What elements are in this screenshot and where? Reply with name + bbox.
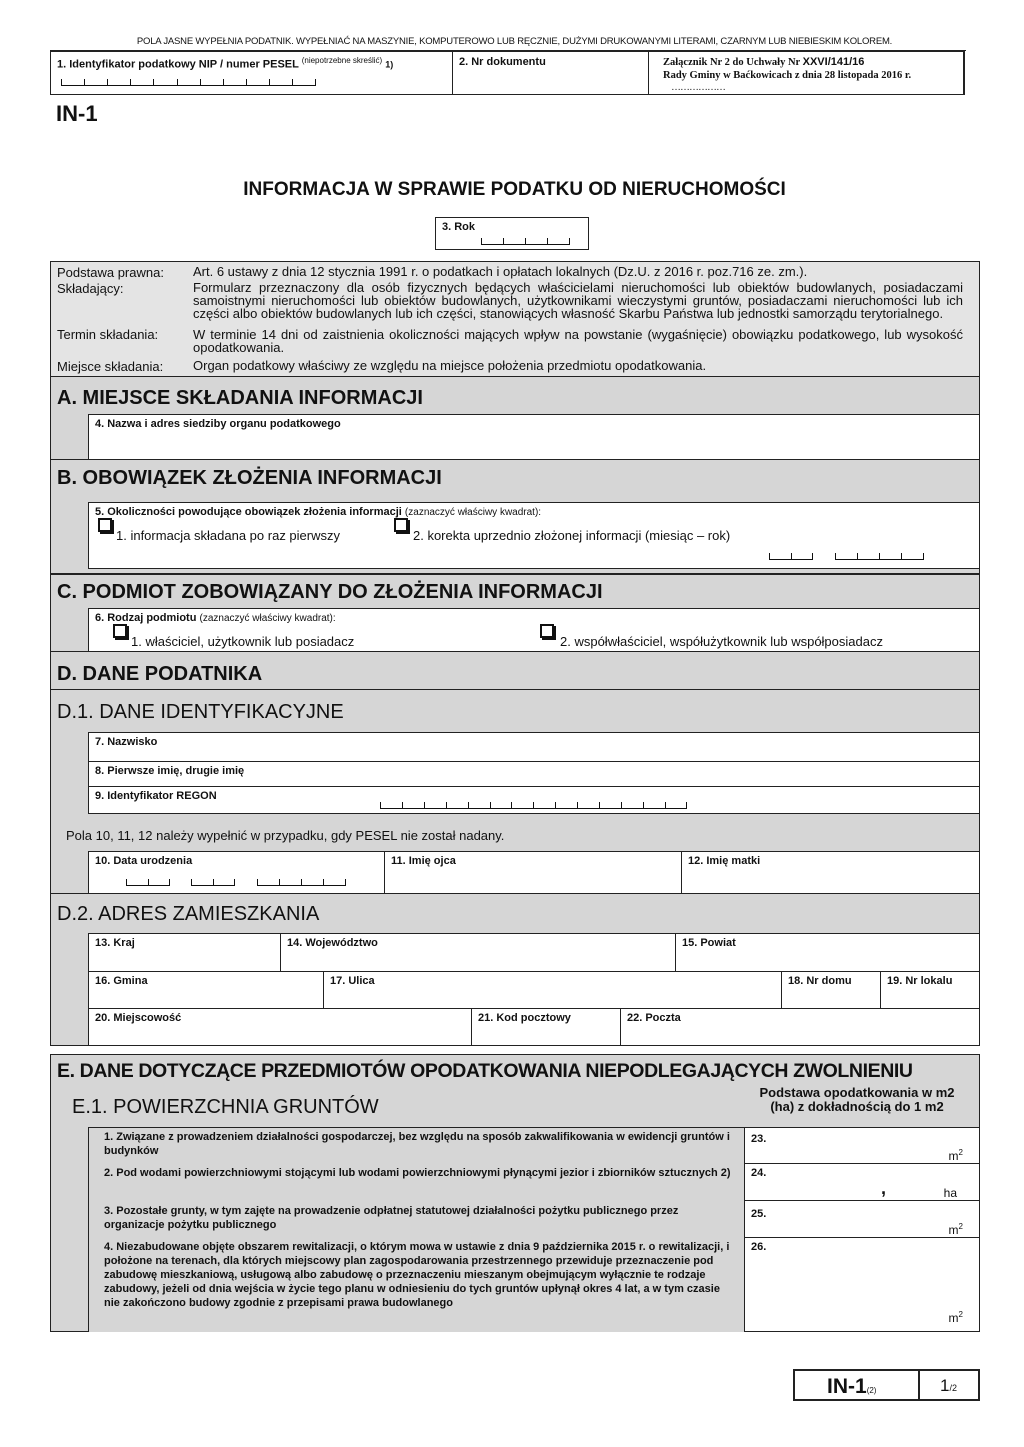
section-a-title: A. MIEJSCE SKŁADANIA INFORMACJI (57, 387, 423, 409)
fill-instructions: POLA JASNE WYPEŁNIA PODATNIK. WYPEŁNIAĆ NA MASZYNIE, KOMPUTEROWO LUB RĘCZNIE, DUŻYMI DRUKOWANYMI LITERAMI, CZARNYM LUB NIEBIESKIM KOLOREM. (136, 36, 893, 47)
regon-digit-boxes (380, 802, 687, 809)
field-24-label: 24. (751, 1167, 767, 1179)
field-25-unit: $m^2$ (948, 1222, 963, 1237)
e-row-2-text: 2. Pod wodami powierzchniowymi stojącymi lub wodami powierzchniowymi płynącymi jezior i zbiorników sztucznych 2) (104, 1167, 731, 1179)
field-24-unit: ha (943, 1186, 957, 1200)
field-17-street[interactable] (323, 971, 782, 1009)
field-6-label: 6. Rodzaj podmiotu (95, 612, 197, 624)
footer-total: /2 (949, 1383, 957, 1393)
field-21-label: 21. Kod pocztowy (478, 1012, 571, 1024)
field-22-label: 22. Poczta (627, 1012, 681, 1024)
field-16-commune[interactable] (88, 971, 324, 1009)
field-7-label: 7. Nazwisko (95, 736, 158, 748)
field-26-revitalization-land[interactable] (744, 1237, 980, 1332)
correction-year-boxes[interactable] (835, 553, 924, 560)
checkbox-correction[interactable] (394, 518, 408, 532)
field-5-note: (zaznaczyć właściwy kwadrat): (404, 507, 542, 518)
birth-month-boxes (191, 879, 235, 886)
field-16-label: 16. Gmina (95, 975, 148, 987)
field-17-label: 17. Ulica (330, 975, 375, 987)
base-header (746, 1086, 968, 1114)
section-d-title: D. DANE PODATNIKA (57, 663, 263, 685)
correction-month-boxes[interactable] (769, 553, 813, 560)
field-20-locality[interactable] (88, 1008, 472, 1046)
field-21-postal-code[interactable] (471, 1008, 621, 1046)
field-15-label: 15. Powiat (682, 937, 736, 949)
field-22-post-office[interactable] (620, 1008, 980, 1046)
field-18-label: 18. Nr domu (788, 975, 852, 987)
info-text-legal-basis: Art. 6 ustawy z dnia 12 stycznia 1991 r. o podatkach i opłatach lokalnych (Dz.U. z 2016 r. poz.716 ze. zm.). (193, 264, 808, 279)
form-title: INFORMACJA W SPRAWIE PODATKU OD NIERUCHOMOŚCI (243, 179, 786, 200)
option-first-submission: 1. informacja składana po raz pierwszy (116, 528, 340, 543)
field-10-birth-date[interactable] (88, 851, 385, 894)
field-2-label: 2. Nr dokumentu (459, 56, 546, 68)
field-20-label: 20. Miejscowość (95, 1012, 182, 1024)
field-14-voivodeship[interactable] (280, 933, 676, 972)
field-10-label: 10. Data urodzenia (95, 855, 193, 867)
checkbox-first-submission[interactable] (98, 518, 112, 532)
checkbox-owner[interactable] (113, 624, 127, 638)
footer-code: IN-1 (827, 1375, 867, 1398)
checkbox-co-owner[interactable] (540, 624, 554, 638)
field-8-label: 8. Pierwsze imię, drugie imię (95, 765, 245, 777)
section-e-title: E. DANE DOTYCZĄCE PRZEDMIOTÓW OPODATKOWANIA NIEPODLEGAJĄCYCH ZWOLNIENIU (57, 1060, 913, 1082)
section-d2-title: D.2. ADRES ZAMIESZKANIA (57, 903, 320, 925)
option-correction: 2. korekta uprzednio złożonej informacji (miesiąc – rok) (413, 528, 731, 543)
info-text-submitter: Formularz przeznaczony dla osób fizycznych będących właścicielami nieruchomości lub obiektów budowlanych, posiadaczami samoistnymi nieruchomości lub obiektów budowlanych, użytkownikami wieczystymi gruntów, posiadaczami nieruchomości lub ich części albo obiektów budowlanych lub ich części, stanowiących własność Skarbu Państwa lub jednostki samorządu terytorialnego. (193, 280, 963, 321)
e-row-4-text: 4. Niezabudowane objęte obszarem rewitalizacji, o którym mowa w ustawie z dnia 9 października 2015 r. o rewitalizacji, i położone na terenach, dla których miejscowy plan zagospodarowania przestrzennego przewiduje przeznaczenie pod zabudowę mieszkaniową, usługową albo zabudowę o przeznaczeniu mieszanym obejmującym wyłącznie te rodzaje zabudowy, jeżeli od dnia wejścia w życie tego planu w odniesieniu do tych gruntów upłynął okres 4 lat, a w tym czasie nie zakończono budowy zgodnie z przepisami prawa budowlanego (104, 1241, 730, 1309)
field-13-country[interactable] (88, 933, 281, 972)
option-co-owner: 2. współwłaściciel, współużytkownik lub współposiadacz (560, 634, 883, 649)
section-d1-title: D.1. DANE IDENTYFIKACYJNE (57, 701, 344, 723)
field-26-unit: $m^2$ (948, 1310, 963, 1325)
field-2-doc-number[interactable] (452, 51, 649, 95)
field-3-label: 3. Rok (442, 221, 476, 233)
field-7-surname[interactable] (88, 732, 980, 762)
footer-page-box (919, 1369, 980, 1401)
field-23-unit: $m^2$ (948, 1148, 963, 1163)
field-25-label: 25. (751, 1208, 767, 1220)
annex-line1: Załącznik Nr 2 do Uchwały Nr (663, 57, 800, 68)
footer-version: (2) (866, 1386, 877, 1395)
info-label-submitter: Składający: (57, 281, 124, 296)
field-9-label: 9. Identyfikator REGON (95, 790, 217, 802)
field-18-house-number[interactable] (781, 971, 881, 1009)
field-15-county[interactable] (675, 933, 980, 972)
field-14-label: 14. Województwo (287, 937, 378, 949)
annex-box (648, 51, 965, 95)
info-label-legal-basis: Podstawa prawna: (57, 265, 164, 280)
info-label-deadline: Termin składania: (57, 327, 159, 342)
field-13-label: 13. Kraj (95, 937, 135, 949)
section-b-title: B. OBOWIĄZEK ZŁOŻENIA INFORMACJI (57, 467, 442, 489)
section-c-title: C. PODMIOT ZOBOWIĄZANY DO ZŁOŻENIA INFORMACJI (57, 581, 603, 603)
field-1-label: 1. Identyfikator podatkowy NIP / numer PESEL (57, 58, 299, 71)
birth-year-boxes (257, 879, 346, 886)
field-6-note: (zaznaczyć właściwy kwadrat): (199, 613, 336, 624)
footer-page: 1 (940, 1376, 950, 1395)
annex-line2: Rady Gminy w Baćkowicach z dnia 28 listopada 2016 r. (663, 70, 912, 81)
pesel-note: Pola 10, 11, 12 należy wypełnić w przypadku, gdy PESEL nie został nadany. (66, 828, 505, 843)
field-19-apartment-number[interactable] (880, 971, 980, 1009)
annex-dots: ……………… (671, 82, 725, 93)
section-e1-title: E.1. POWIERZCHNIA GRUNTÓW (72, 1096, 379, 1118)
birth-day-boxes (126, 879, 170, 886)
field-4-label: 4. Nazwa i adres siedziby organu podatkowego (95, 418, 341, 430)
field-24-water-land[interactable] (744, 1163, 980, 1201)
field-1-nip-pesel[interactable] (50, 51, 453, 95)
e-row-1-text: 1. Związane z prowadzeniem działalności gospodarczej, bez względu na sposób zakwalifikowania w ewidencji gruntów i budynków (104, 1131, 730, 1157)
nip-digit-boxes (61, 79, 316, 86)
info-text-deadline: W terminie 14 dni od zaistnienia okoliczności mających wpływ na powstanie (wygaśnięcie) obowiązku podatkowego, lub wysokość opodatkowania. (193, 327, 963, 355)
field-12-mother-name[interactable] (681, 851, 980, 894)
field-19-label: 19. Nr lokalu (887, 975, 953, 987)
year-digit-boxes (481, 238, 570, 245)
field-5-label: 5. Okoliczności powodujące obowiązek złożenia informacji (95, 506, 402, 518)
field-11-father-name[interactable] (384, 851, 682, 894)
field-9-regon[interactable] (88, 786, 980, 814)
form-code: IN-1 (56, 101, 98, 126)
field-12-label: 12. Imię matki (688, 855, 761, 867)
field-23-label: 23. (751, 1133, 767, 1145)
field-26-label: 26. (751, 1241, 767, 1253)
field-4-tax-office[interactable] (88, 414, 980, 460)
field-8-first-names[interactable] (88, 761, 980, 787)
info-text-place: Organ podatkowy właściwy ze względu na miejsce położenia przedmiotu opodatkowania. (193, 358, 707, 373)
annex-number: XXVI/141/16 (802, 56, 865, 68)
info-label-place: Miejsce składania: (57, 359, 164, 374)
field-11-label: 11. Imię ojca (391, 855, 456, 867)
base-header-text: Podstawa opodatkowania w m2 (ha) z dokładnością do 1 m2 (759, 1085, 955, 1114)
field-1-ref: 1) (385, 59, 394, 70)
footer-form-code (793, 1369, 920, 1401)
field-23-business-land[interactable] (744, 1127, 980, 1164)
field-3-year[interactable] (435, 217, 589, 250)
field-1-note: (niepotrzebne skreślić) (301, 56, 383, 65)
field-25-other-land[interactable] (744, 1200, 980, 1238)
option-owner: 1. właściciel, użytkownik lub posiadacz (131, 634, 355, 649)
e-row-3-text: 3. Pozostałe grunty, w tym zajęte na prowadzenie odpłatnej statutowej działalności pożytku publicznego przez organizacje pożytku publicznego (104, 1205, 679, 1231)
field-24-comma: , (881, 1178, 887, 1198)
